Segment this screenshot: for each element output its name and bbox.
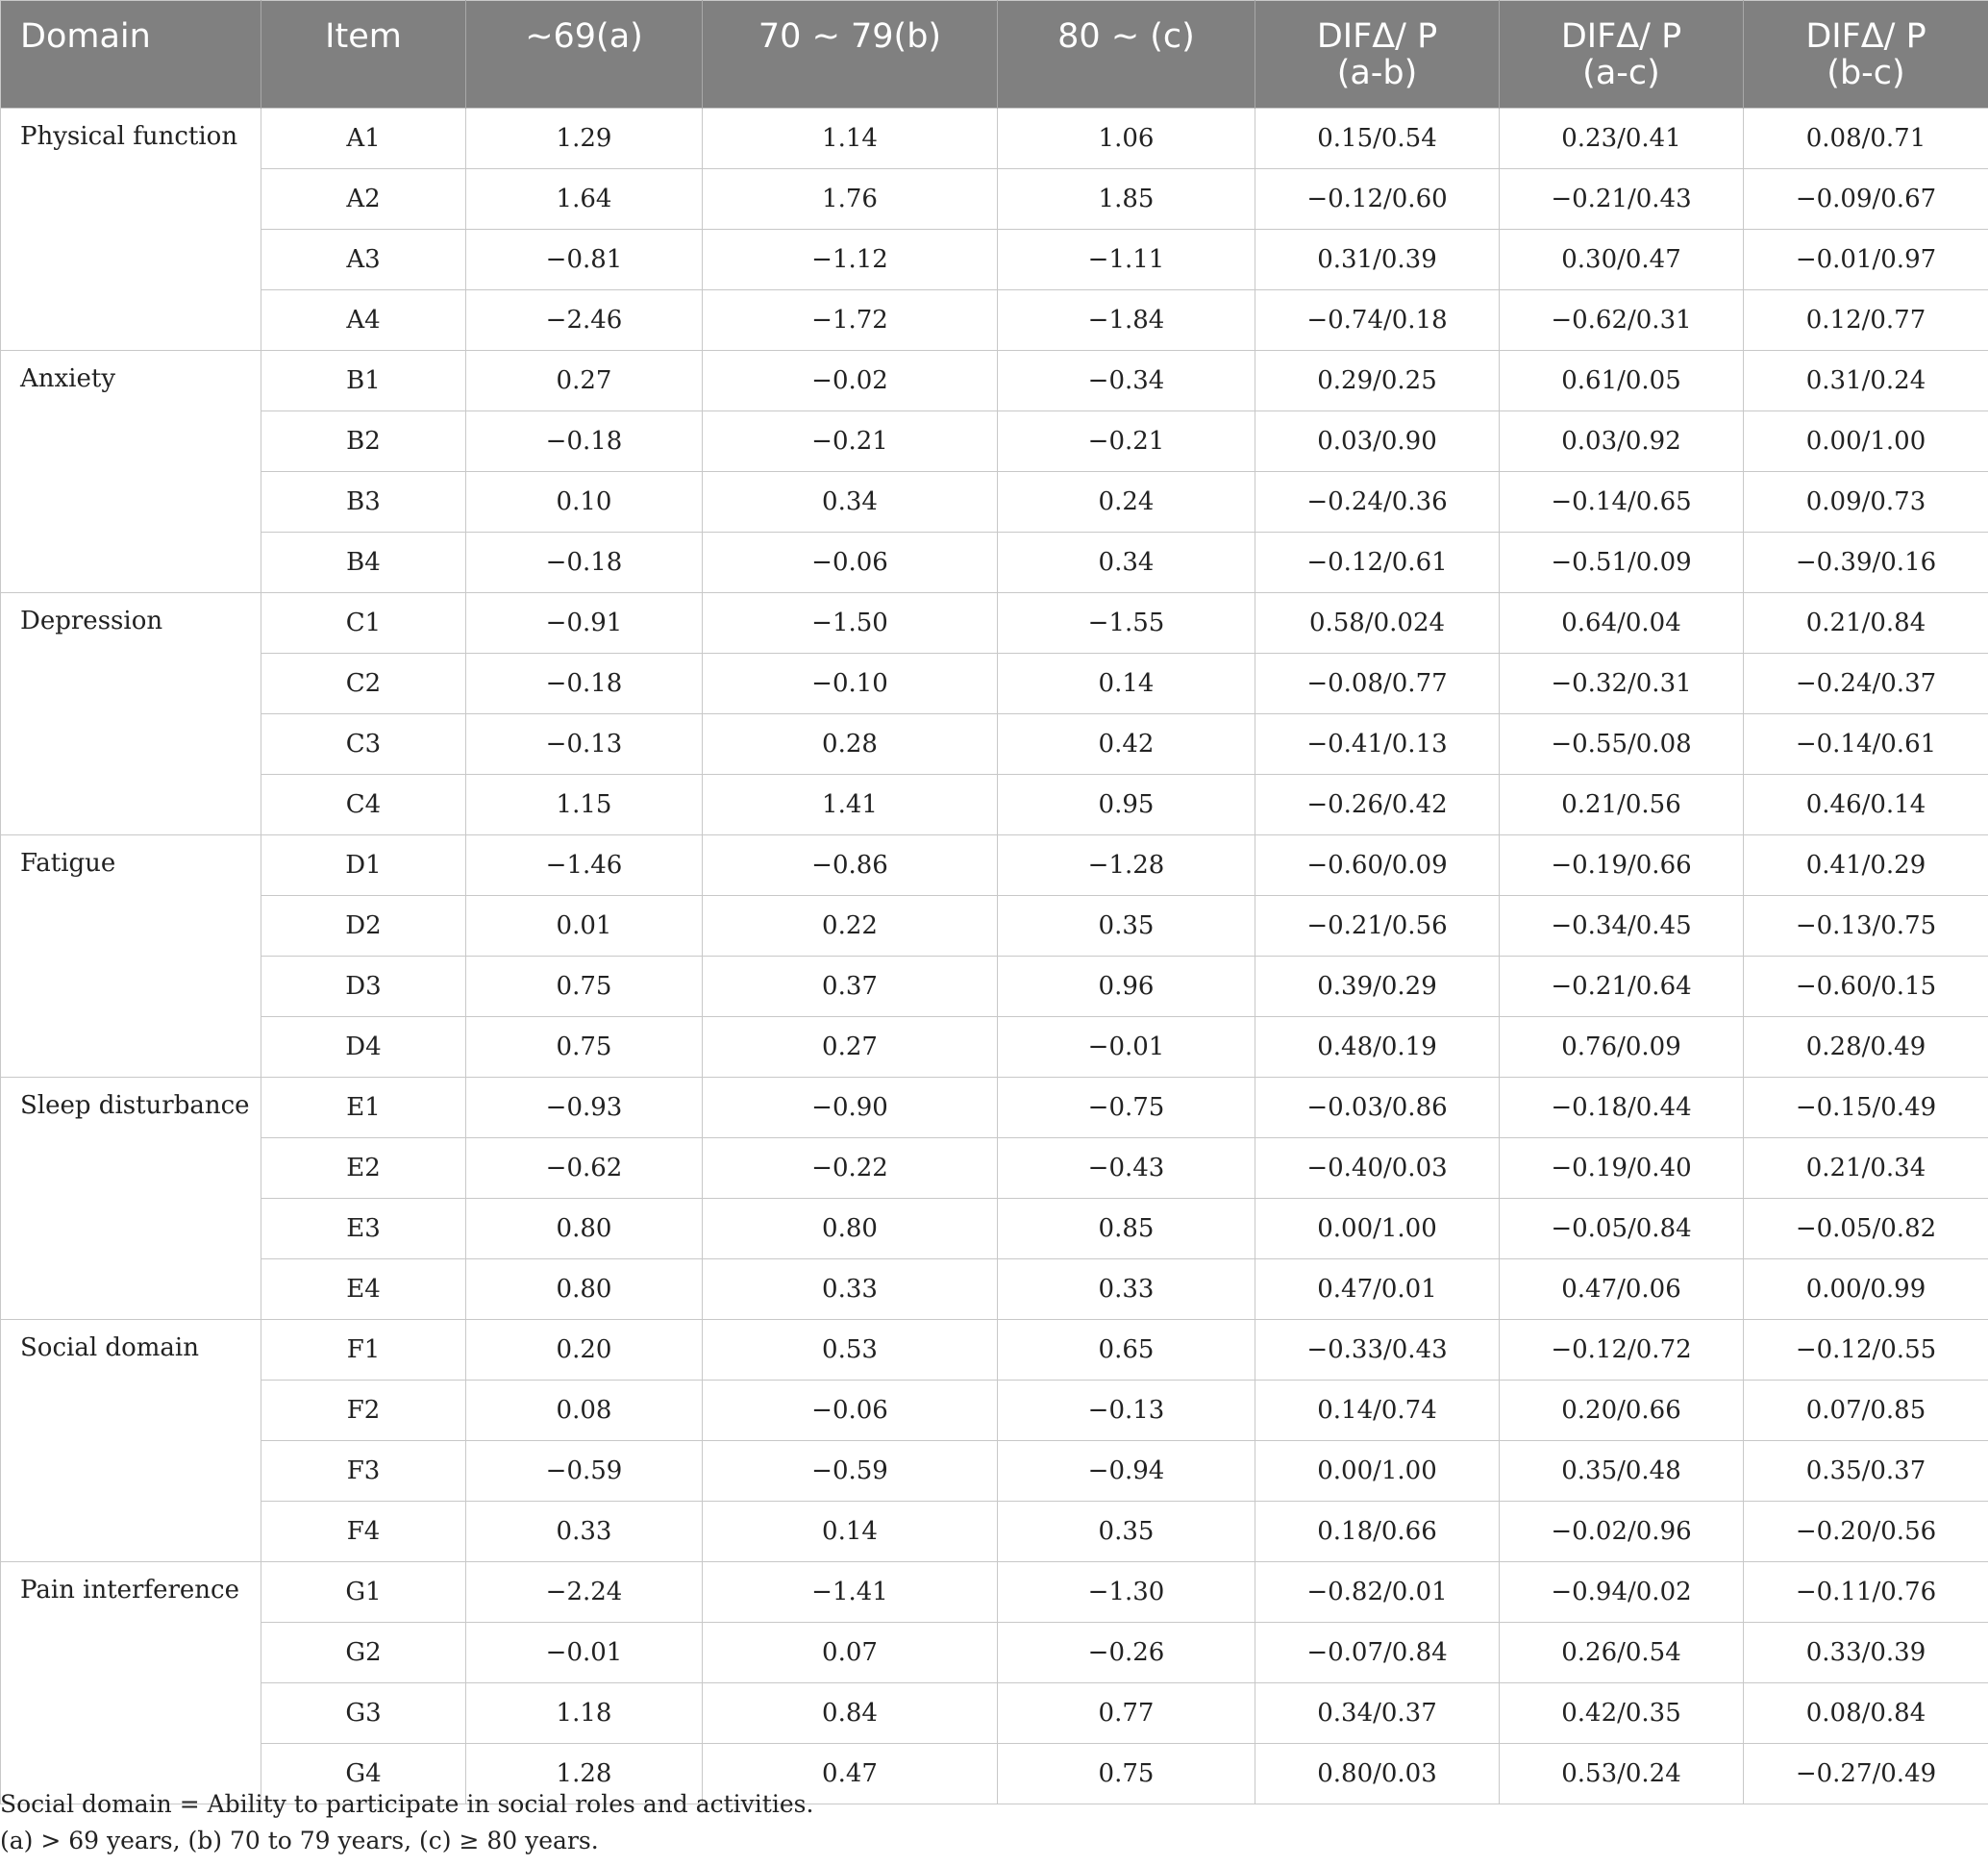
value-cell: 0.03/0.90 [1255,411,1500,472]
value-cell: −0.18 [466,411,703,472]
value-cell: 0.42 [998,714,1255,775]
table-row [1,1320,1988,1381]
column-header [1,1,261,109]
value-cell: −1.30 [998,1562,1255,1623]
item-cell: C3 [261,714,466,775]
domain-cell: Sleep disturbance [1,1078,261,1320]
value-cell: −0.05/0.82 [1744,1199,1988,1259]
item-cell: D2 [261,896,466,957]
value-cell: 0.46/0.14 [1744,775,1988,835]
value-cell: 0.00/1.00 [1255,1441,1500,1502]
value-cell: 0.07 [703,1623,998,1683]
value-cell: 0.34 [703,472,998,533]
table-row [1,1017,1988,1078]
column-header [703,1,998,109]
value-cell: 0.10 [466,472,703,533]
table-row [1,1623,1988,1683]
value-cell: −0.55/0.08 [1500,714,1744,775]
value-cell: −1.55 [998,593,1255,654]
value-cell: 0.80/0.03 [1255,1744,1500,1804]
value-cell: 1.06 [998,109,1255,169]
item-cell: F1 [261,1320,466,1381]
value-cell: 0.33/0.39 [1744,1623,1988,1683]
column-header [466,1,703,109]
value-cell: −0.13 [466,714,703,775]
value-cell: −0.32/0.31 [1500,654,1744,714]
domain-cell: Anxiety [1,351,261,593]
value-cell: 1.14 [703,109,998,169]
value-cell: 0.77 [998,1683,1255,1744]
value-cell: 0.53/0.24 [1500,1744,1744,1804]
column-header [1500,1,1744,109]
item-cell: A4 [261,290,466,351]
value-cell: −0.94/0.02 [1500,1562,1744,1623]
item-cell: A1 [261,109,466,169]
value-cell: 0.47/0.06 [1500,1259,1744,1320]
value-cell: −2.46 [466,290,703,351]
value-cell: 0.22 [703,896,998,957]
value-cell: −0.26 [998,1623,1255,1683]
value-cell: −0.22 [703,1138,998,1199]
table-row [1,1138,1988,1199]
value-cell: 1.15 [466,775,703,835]
value-cell: −0.05/0.84 [1500,1199,1744,1259]
value-cell: 0.30/0.47 [1500,230,1744,290]
column-header [1255,1,1500,109]
value-cell: 0.28 [703,714,998,775]
value-cell: −0.62/0.31 [1500,290,1744,351]
value-cell: −0.74/0.18 [1255,290,1500,351]
value-cell: −0.09/0.67 [1744,169,1988,230]
value-cell: 0.21/0.84 [1744,593,1988,654]
value-cell: −0.39/0.16 [1744,533,1988,593]
value-cell: 0.18/0.66 [1255,1502,1500,1562]
table-row [1,1259,1988,1320]
value-cell: 0.75 [998,1744,1255,1804]
value-cell: −0.94 [998,1441,1255,1502]
item-cell: G2 [261,1623,466,1683]
value-cell: −0.12/0.55 [1744,1320,1988,1381]
value-cell: −0.51/0.09 [1500,533,1744,593]
value-cell: 0.47 [703,1744,998,1804]
domain-cell: Fatigue [1,835,261,1078]
value-cell: 0.27 [466,351,703,411]
column-header-line: Item [325,17,402,56]
item-cell: F2 [261,1381,466,1441]
column-header-line: (b-c) [1826,54,1905,92]
item-cell: A3 [261,230,466,290]
value-cell: 1.64 [466,169,703,230]
table-header [1,1,1988,109]
table-row [1,1441,1988,1502]
value-cell: 0.39/0.29 [1255,957,1500,1017]
value-cell: −0.86 [703,835,998,896]
value-cell: −0.81 [466,230,703,290]
value-cell: −0.40/0.03 [1255,1138,1500,1199]
value-cell: 1.41 [703,775,998,835]
value-cell: −0.21/0.43 [1500,169,1744,230]
value-cell: −0.19/0.66 [1500,835,1744,896]
table-row [1,593,1988,654]
value-cell: −0.60/0.15 [1744,957,1988,1017]
value-cell: −1.72 [703,290,998,351]
value-cell: 0.33 [998,1259,1255,1320]
value-cell: 0.26/0.54 [1500,1623,1744,1683]
value-cell: −0.34/0.45 [1500,896,1744,957]
value-cell: 0.35/0.48 [1500,1441,1744,1502]
value-cell: 0.85 [998,1199,1255,1259]
value-cell: 0.08 [466,1381,703,1441]
value-cell: −0.21 [998,411,1255,472]
value-cell: 0.28/0.49 [1744,1017,1988,1078]
value-cell: 0.33 [466,1502,703,1562]
value-cell: −0.14/0.65 [1500,472,1744,533]
value-cell: −2.24 [466,1562,703,1623]
table-row [1,533,1988,593]
table-row [1,1199,1988,1259]
value-cell: 0.00/1.00 [1744,411,1988,472]
item-cell: C1 [261,593,466,654]
value-cell: −0.10 [703,654,998,714]
item-cell: D3 [261,957,466,1017]
table-body [1,109,1988,1804]
value-cell: 0.47/0.01 [1255,1259,1500,1320]
domain-cell: Depression [1,593,261,835]
value-cell: 0.37 [703,957,998,1017]
value-cell: −1.12 [703,230,998,290]
item-cell: E2 [261,1138,466,1199]
value-cell: 0.20/0.66 [1500,1381,1744,1441]
item-cell: D4 [261,1017,466,1078]
table-row [1,835,1988,896]
value-cell: −0.14/0.61 [1744,714,1988,775]
item-cell: F4 [261,1502,466,1562]
value-cell: 0.00/0.99 [1744,1259,1988,1320]
value-cell: 0.12/0.77 [1744,290,1988,351]
value-cell: 0.65 [998,1320,1255,1381]
value-cell: 1.29 [466,109,703,169]
value-cell: 0.21/0.56 [1500,775,1744,835]
value-cell: −0.75 [998,1078,1255,1138]
item-cell: C2 [261,654,466,714]
value-cell: −1.41 [703,1562,998,1623]
value-cell: 0.35/0.37 [1744,1441,1988,1502]
value-cell: −0.93 [466,1078,703,1138]
value-cell: 0.14 [998,654,1255,714]
value-cell: −0.21/0.56 [1255,896,1500,957]
value-cell: 0.01 [466,896,703,957]
note-age-groups: (a) > 69 years, (b) 70 to 79 years, (c) ≥ 80 years. [0,1827,599,1854]
table-row [1,169,1988,230]
item-cell: F3 [261,1441,466,1502]
table-row [1,1562,1988,1623]
value-cell: 0.00/1.00 [1255,1199,1500,1259]
value-cell: 0.24 [998,472,1255,533]
value-cell: 0.15/0.54 [1255,109,1500,169]
table-row [1,654,1988,714]
value-cell: −0.03/0.86 [1255,1078,1500,1138]
domain-cell: Pain interference [1,1562,261,1804]
value-cell: 0.14/0.74 [1255,1381,1500,1441]
table-row [1,472,1988,533]
item-cell: B4 [261,533,466,593]
value-cell: 0.31/0.24 [1744,351,1988,411]
column-header-line: 70 ~ 79(b) [758,17,942,56]
value-cell: −0.18 [466,533,703,593]
value-cell: −0.33/0.43 [1255,1320,1500,1381]
value-cell: 0.42/0.35 [1500,1683,1744,1744]
value-cell: −0.13 [998,1381,1255,1441]
value-cell: 1.18 [466,1683,703,1744]
value-cell: −0.12/0.61 [1255,533,1500,593]
column-header-line: DIFΔ/ P [1560,17,1682,56]
column-header-line: 80 ~ (c) [1057,17,1195,56]
value-cell: 0.58/0.024 [1255,593,1500,654]
value-cell: −0.24/0.36 [1255,472,1500,533]
value-cell: −0.02/0.96 [1500,1502,1744,1562]
domain-cell: Physical function [1,109,261,351]
value-cell: −0.24/0.37 [1744,654,1988,714]
value-cell: 1.76 [703,169,998,230]
value-cell: −0.01 [998,1017,1255,1078]
value-cell: −1.11 [998,230,1255,290]
value-cell: 1.85 [998,169,1255,230]
value-cell: 0.29/0.25 [1255,351,1500,411]
value-cell: −0.18 [466,654,703,714]
item-cell: C4 [261,775,466,835]
table-row [1,1502,1988,1562]
value-cell: 0.21/0.34 [1744,1138,1988,1199]
value-cell: −0.59 [466,1441,703,1502]
item-cell: G3 [261,1683,466,1744]
value-cell: 0.34 [998,533,1255,593]
value-cell: 0.75 [466,1017,703,1078]
header-row [1,1,1988,109]
table-row [1,896,1988,957]
table-row [1,411,1988,472]
value-cell: 0.96 [998,957,1255,1017]
value-cell: −0.06 [703,533,998,593]
value-cell: 0.08/0.71 [1744,109,1988,169]
value-cell: 0.80 [703,1199,998,1259]
table-notes [0,1786,813,1859]
value-cell: 0.53 [703,1320,998,1381]
value-cell: −0.02 [703,351,998,411]
column-header [998,1,1255,109]
column-header-line: (a-b) [1336,54,1418,92]
value-cell: 0.35 [998,896,1255,957]
value-cell: 0.20 [466,1320,703,1381]
value-cell: 0.61/0.05 [1500,351,1744,411]
value-cell: 0.64/0.04 [1500,593,1744,654]
value-cell: 0.35 [998,1502,1255,1562]
value-cell: −0.12/0.72 [1500,1320,1744,1381]
value-cell: −0.08/0.77 [1255,654,1500,714]
column-header [1744,1,1988,109]
value-cell: −0.90 [703,1078,998,1138]
value-cell: −0.01 [466,1623,703,1683]
table-row [1,775,1988,835]
column-header [261,1,466,109]
value-cell: −0.11/0.76 [1744,1562,1988,1623]
value-cell: 0.14 [703,1502,998,1562]
domain-cell: Social domain [1,1320,261,1562]
value-cell: −0.27/0.49 [1744,1744,1988,1804]
value-cell: −0.34 [998,351,1255,411]
value-cell: −0.19/0.40 [1500,1138,1744,1199]
table-row [1,290,1988,351]
value-cell: −1.84 [998,290,1255,351]
table-row [1,957,1988,1017]
item-cell: B1 [261,351,466,411]
column-header-line: ~69(a) [525,17,643,56]
value-cell: −0.21 [703,411,998,472]
value-cell: −0.18/0.44 [1500,1078,1744,1138]
value-cell: 0.08/0.84 [1744,1683,1988,1744]
item-cell: E3 [261,1199,466,1259]
value-cell: 0.34/0.37 [1255,1683,1500,1744]
value-cell: 0.76/0.09 [1500,1017,1744,1078]
value-cell: −1.50 [703,593,998,654]
value-cell: −0.21/0.64 [1500,957,1744,1017]
value-cell: −0.15/0.49 [1744,1078,1988,1138]
value-cell: 0.41/0.29 [1744,835,1988,896]
note-social-domain: Social domain = Ability to participate in social roles and activities. [0,1790,814,1818]
value-cell: −0.20/0.56 [1744,1502,1988,1562]
value-cell: 0.80 [466,1199,703,1259]
table-row [1,714,1988,775]
item-cell: B2 [261,411,466,472]
table-row [1,351,1988,411]
value-cell: 0.07/0.85 [1744,1381,1988,1441]
column-header-line: DIFΔ/ P [1316,17,1438,56]
value-cell: 0.23/0.41 [1500,109,1744,169]
value-cell: 0.84 [703,1683,998,1744]
value-cell: 0.27 [703,1017,998,1078]
value-cell: −0.07/0.84 [1255,1623,1500,1683]
table-row [1,1078,1988,1138]
value-cell: −1.28 [998,835,1255,896]
item-cell: A2 [261,169,466,230]
value-cell: −0.26/0.42 [1255,775,1500,835]
value-cell: −0.91 [466,593,703,654]
table-row [1,109,1988,169]
value-cell: 0.95 [998,775,1255,835]
value-cell: −0.13/0.75 [1744,896,1988,957]
item-cell: B3 [261,472,466,533]
table-row [1,230,1988,290]
table-row [1,1381,1988,1441]
value-cell: 0.09/0.73 [1744,472,1988,533]
value-cell: −0.62 [466,1138,703,1199]
item-cell: G1 [261,1562,466,1623]
table-row [1,1683,1988,1744]
value-cell: −1.46 [466,835,703,896]
column-header-line: DIFΔ/ P [1805,17,1926,56]
value-cell: 0.80 [466,1259,703,1320]
item-cell: E4 [261,1259,466,1320]
item-cell: E1 [261,1078,466,1138]
column-header-line: (a-c) [1582,54,1660,92]
value-cell: 0.03/0.92 [1500,411,1744,472]
value-cell: 0.75 [466,957,703,1017]
item-cell: D1 [261,835,466,896]
value-cell: 0.33 [703,1259,998,1320]
value-cell: −0.12/0.60 [1255,169,1500,230]
value-cell: −0.41/0.13 [1255,714,1500,775]
item-cell: G4 [261,1744,466,1804]
value-cell: −0.60/0.09 [1255,835,1500,896]
value-cell: −0.06 [703,1381,998,1441]
value-cell: 1.28 [466,1744,703,1804]
value-cell: −0.59 [703,1441,998,1502]
value-cell: 0.31/0.39 [1255,230,1500,290]
value-cell: 0.48/0.19 [1255,1017,1500,1078]
value-cell: −0.01/0.97 [1744,230,1988,290]
value-cell: −0.82/0.01 [1255,1562,1500,1623]
value-cell: −0.43 [998,1138,1255,1199]
column-header-line: Domain [20,17,151,56]
